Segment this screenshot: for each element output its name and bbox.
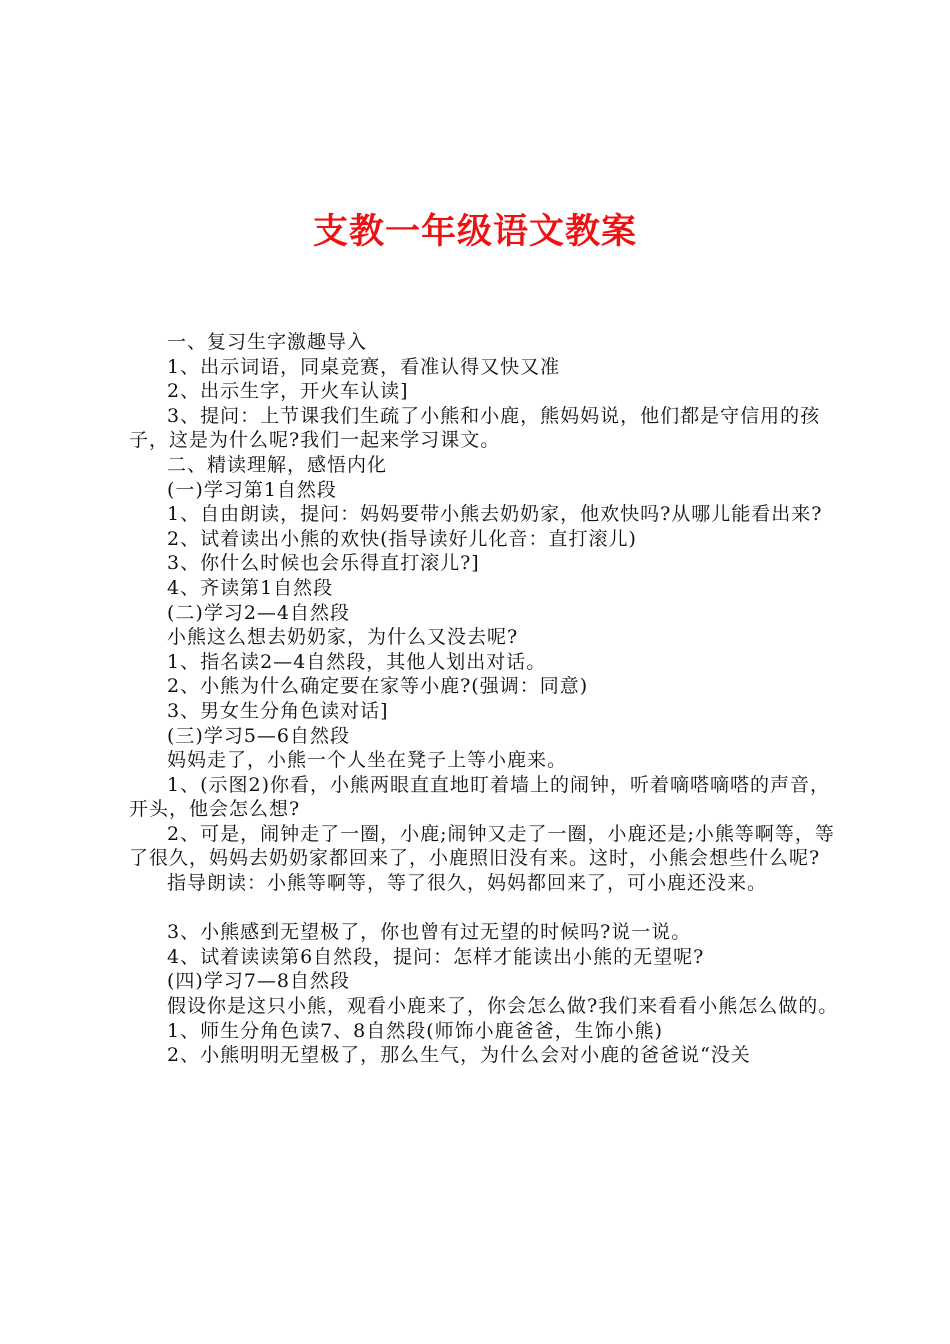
paragraph: (二)学习2—4自然段 bbox=[167, 601, 351, 624]
paragraph: 3、提问：上节课我们生疏了小熊和小鹿，熊妈妈说，他们都是守信用的孩子，这是为什么呢?我们一起来学习课文。 bbox=[129, 404, 821, 452]
paragraph: 假设你是这只小熊，观看小鹿来了，你会怎么做?我们来看看小熊怎么做的。 bbox=[167, 995, 839, 1018]
paragraph: 4、齐读第1自然段 bbox=[167, 576, 334, 599]
paragraph: 二、精读理解，感悟内化 bbox=[167, 453, 388, 476]
paragraph: 1、自由朗读，提问：妈妈要带小熊去奶奶家，他欢快吗?从哪儿能看出来? bbox=[167, 503, 823, 526]
paragraph: 妈妈走了，小熊一个人坐在凳子上等小鹿来。 bbox=[167, 749, 568, 772]
paragraph: 2、小熊明明无望极了，那么生气，为什么会对小鹿的爸爸说“没关 bbox=[167, 1044, 751, 1067]
paragraph: 3、你什么时候也会乐得直打滚儿?] bbox=[167, 552, 480, 575]
document-body bbox=[129, 330, 839, 1068]
paragraph: 3、男女生分角色读对话] bbox=[167, 699, 389, 722]
paragraph: 4、试着读读第6自然段，提问：怎样才能读出小熊的无望呢? bbox=[167, 945, 705, 968]
paragraph: 指导朗读：小熊等啊等，等了很久，妈妈都回来了，可小鹿还没来。 bbox=[167, 872, 768, 895]
paragraph: 1、指名读2—4自然段，其他人划出对话。 bbox=[167, 650, 547, 673]
paragraph: 2、试着读出小熊的欢快(指导读好儿化音：直打滚儿) bbox=[167, 527, 637, 550]
paragraph: 1、师生分角色读7、8自然段(师饰小鹿爸爸，生饰小熊) bbox=[167, 1019, 664, 1042]
paragraph: 3、小熊感到无望极了，你也曾有过无望的时候吗?说一说。 bbox=[167, 921, 692, 944]
paragraph: (三)学习5—6自然段 bbox=[167, 724, 351, 747]
paragraph: 2、小熊为什么确定要在家等小鹿?(强调：同意) bbox=[167, 675, 589, 698]
blank-line bbox=[129, 896, 839, 921]
paragraph: 2、可是，闹钟走了一圈，小鹿;闹钟又走了一圈，小鹿还是;小熊等啊等，等了很久，妈妈去奶奶家都回来了，小鹿照旧没有来。这时，小熊会想些什么呢? bbox=[129, 822, 835, 870]
paragraph: 2、出示生字，开火车认读] bbox=[167, 380, 409, 403]
paragraph: (四)学习7—8自然段 bbox=[167, 970, 351, 993]
paragraph: 一、复习生字激趣导入 bbox=[167, 331, 368, 353]
paragraph: 小熊这么想去奶奶家，为什么又没去呢? bbox=[167, 626, 519, 649]
document-title: 支教一年级语文教案 bbox=[312, 211, 637, 252]
paragraph: (一)学习第1自然段 bbox=[167, 478, 337, 501]
paragraph: 1、出示词语，同桌竞赛，看准认得又快又准 bbox=[167, 355, 561, 378]
paragraph: 1、(示图2)你看，小熊两眼直直地盯着墙上的闹钟，听着嘀嗒嘀嗒的声音，开头，他会怎么想? bbox=[129, 773, 831, 821]
